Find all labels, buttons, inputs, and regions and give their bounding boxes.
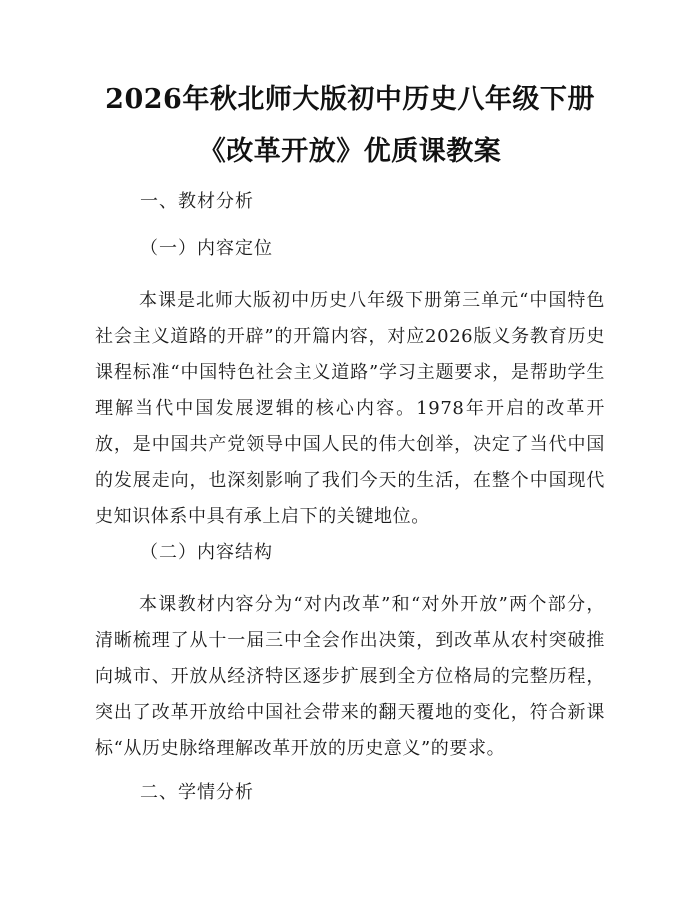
content-position-paragraph: 本课是北师大版初中历史八年级下册第三单元“中国特色社会主义道路的开辟”的开篇内容，对应2026版义务教育历史课程标准“中国特色社会主义道路”学习主题要求，是帮助学生理解当代中国发展逻辑的核心内容。1978年开启的改革开放，是中国共产党领导中国人民的伟大创举，决定了当代中国的发展走向，也深刻影响了我们今天的生活，在整个中国现代史知识体系中具有承上启下的关键地位。 bbox=[95, 290, 605, 527]
content-structure-paragraph: 本课教材内容分为“对内改革”和“对外开放”两个部分，清晰梳理了从十一届三中全会作出决策，到改革从农村突破推向城市、开放从经济特区逐步扩展到全方位格局的完整历程，突出了改革开放给中国社会带来的翻天覆地的变化，符合新课标“从历史脉络理解改革开放的历史意义”的要求。 bbox=[95, 594, 605, 759]
subsection-heading-content-structure: （二）内容结构 bbox=[140, 542, 273, 563]
subsection-heading-content-position: （一）内容定位 bbox=[140, 238, 273, 259]
document-title: 2026年秋北师大版初中历史八年级下册《改革开放》优质课教案 bbox=[105, 84, 595, 167]
section-heading-textbook-analysis: 一、教材分析 bbox=[140, 191, 254, 212]
section-heading-student-analysis: 二、学情分析 bbox=[140, 782, 254, 803]
